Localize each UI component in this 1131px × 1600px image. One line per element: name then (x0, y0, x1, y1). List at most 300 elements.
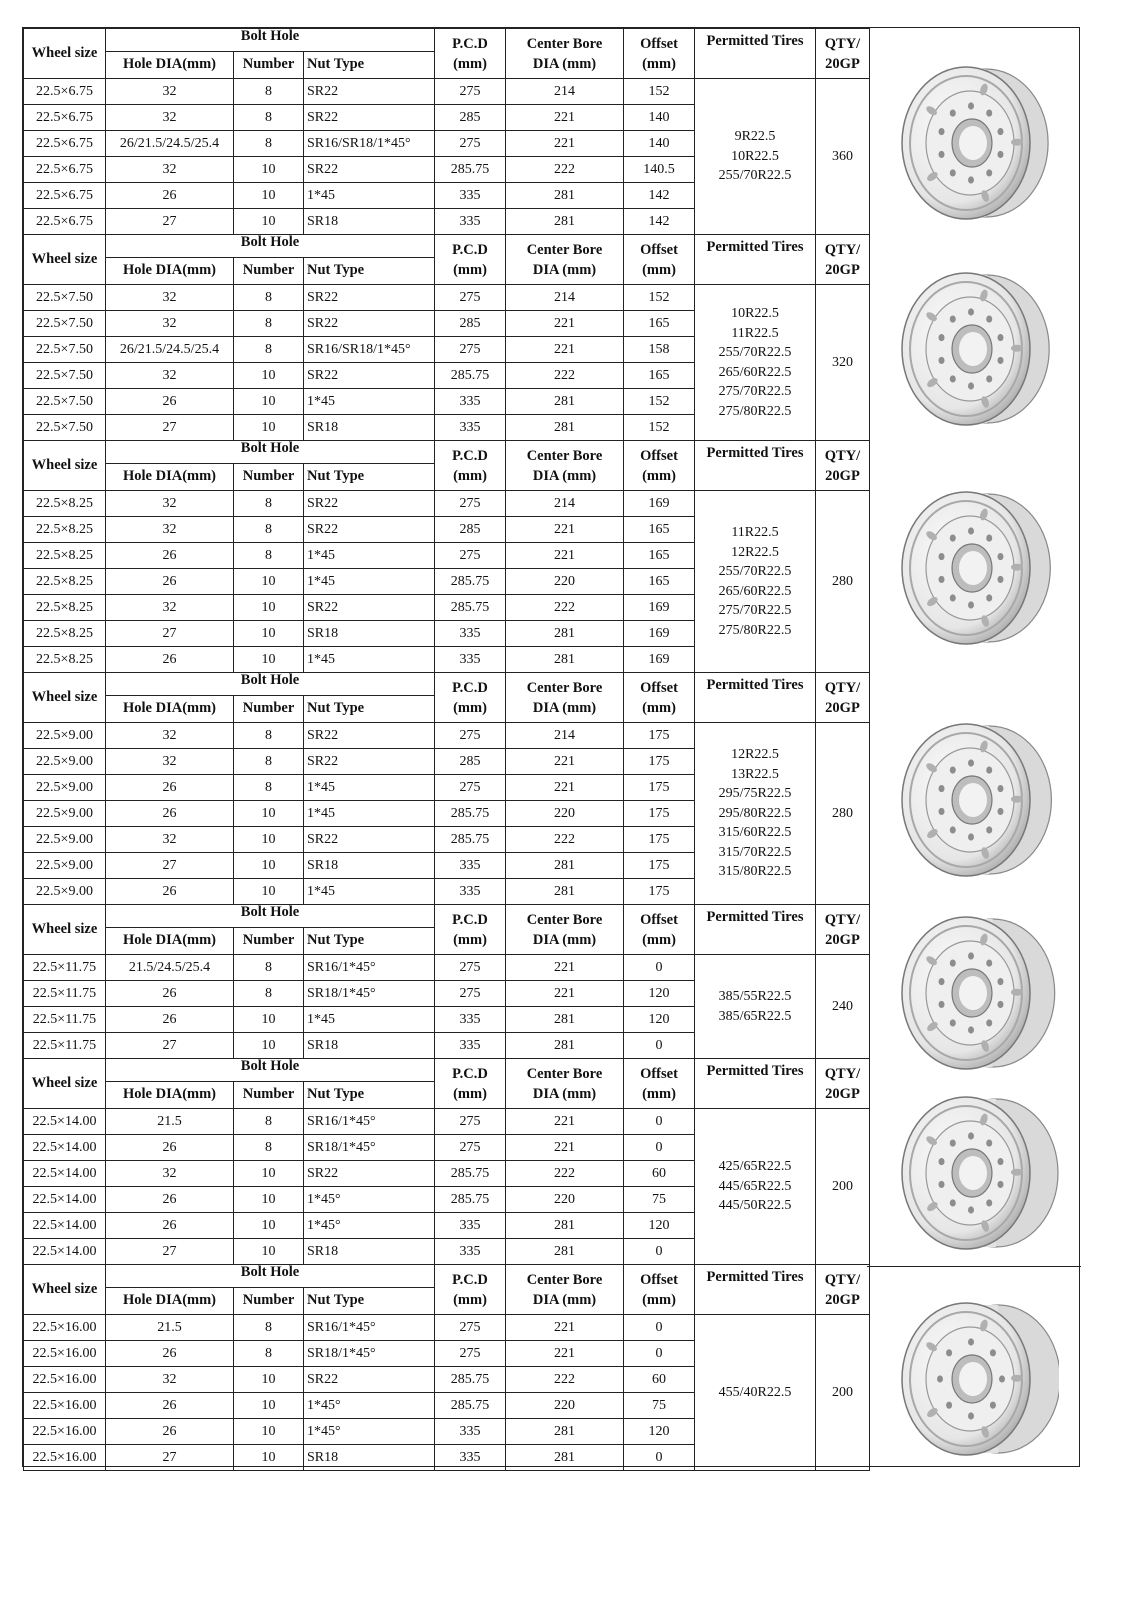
bolt-number-cell: 10 (234, 209, 304, 235)
pcd-cell: 335 (435, 1419, 506, 1445)
tire-size: 275/70R22.5 (718, 603, 792, 618)
hole-dia-header: Hole DIA(mm) (106, 464, 234, 491)
pcd-cell: 335 (435, 1033, 506, 1059)
number-header: Number (234, 52, 304, 79)
hole-dia-cell: 32 (106, 285, 234, 311)
qty-header: QTY/ 20GP (816, 1059, 870, 1109)
pcd-cell: 285.75 (435, 363, 506, 389)
nut-type-cell: SR22 (304, 595, 435, 621)
bolt-hole-header: Bolt Hole (106, 441, 435, 464)
wheel-size-cell: 22.5×8.25 (24, 569, 106, 595)
nut-type-cell: 1*45 (304, 183, 435, 209)
wheel-size-cell: 22.5×9.00 (24, 879, 106, 905)
number-header: Number (234, 696, 304, 723)
hole-dia-cell: 32 (106, 1161, 234, 1187)
nut-type-cell: 1*45 (304, 647, 435, 673)
header-row (24, 1059, 870, 1082)
qty-cell: 360 (816, 79, 870, 235)
nut-type-cell: 1*45 (304, 775, 435, 801)
hole-dia-cell: 21.5 (106, 1109, 234, 1135)
center-bore-cell: 221 (506, 131, 624, 157)
steel-wheel-rim-icon (889, 264, 1059, 434)
pcd-cell: 275 (435, 723, 506, 749)
center-bore-cell: 220 (506, 801, 624, 827)
pcd-header: P.C.D (mm) (435, 235, 506, 285)
wheel-size-cell: 22.5×14.00 (24, 1161, 106, 1187)
qty-header: QTY/ 20GP (816, 235, 870, 285)
hole-dia-cell: 32 (106, 157, 234, 183)
center-bore-cell: 214 (506, 285, 624, 311)
bolt-number-cell: 10 (234, 363, 304, 389)
center-bore-cell: 220 (506, 1187, 624, 1213)
wheel-size-cell: 22.5×14.00 (24, 1109, 106, 1135)
hole-dia-cell: 27 (106, 853, 234, 879)
bolt-hole-header: Bolt Hole (106, 673, 435, 696)
permitted-tires-cell (695, 1109, 816, 1265)
hole-dia-header: Hole DIA(mm) (106, 52, 234, 79)
wheel-photo-column (869, 28, 1079, 1466)
nut-type-cell: 1*45 (304, 543, 435, 569)
pcd-cell: 275 (435, 1109, 506, 1135)
number-header: Number (234, 1288, 304, 1315)
wheel-size-header: Wheel size (24, 1059, 106, 1109)
nut-type-cell: SR22 (304, 363, 435, 389)
nut-type-cell: SR22 (304, 827, 435, 853)
hole-dia-cell: 32 (106, 1367, 234, 1393)
offset-cell: 120 (624, 1419, 695, 1445)
permitted-tires-header: Permitted Tires (695, 441, 816, 491)
bolt-number-cell: 10 (234, 1419, 304, 1445)
center-bore-cell: 281 (506, 647, 624, 673)
wheel-size-cell: 22.5×6.75 (24, 105, 106, 131)
offset-cell: 175 (624, 801, 695, 827)
offset-cell: 165 (624, 363, 695, 389)
hole-dia-cell: 32 (106, 363, 234, 389)
nut-type-cell: SR22 (304, 1367, 435, 1393)
tire-size: 295/75R22.5 (718, 786, 792, 802)
wheel-size-cell: 22.5×11.75 (24, 1007, 106, 1033)
offset-cell: 169 (624, 595, 695, 621)
hole-dia-cell: 26 (106, 1187, 234, 1213)
bolt-number-cell: 10 (234, 1239, 304, 1265)
tire-size: 275/70R22.5 (718, 384, 792, 399)
offset-cell: 175 (624, 827, 695, 853)
hole-dia-cell: 26 (106, 775, 234, 801)
wheel-size-cell: 22.5×7.50 (24, 337, 106, 363)
tire-size: 315/80R22.5 (718, 864, 792, 880)
bolt-number-cell: 10 (234, 1033, 304, 1059)
permitted-tires-header: Permitted Tires (695, 673, 816, 723)
offset-cell: 175 (624, 775, 695, 801)
nut-type-cell: 1*45° (304, 1187, 435, 1213)
offset-header: Offset (mm) (624, 673, 695, 723)
center-bore-header: Center Bore DIA (mm) (506, 1059, 624, 1109)
nut-type-cell: SR18/1*45° (304, 1135, 435, 1161)
tire-size: 265/60R22.5 (718, 583, 792, 599)
bolt-number-cell: 8 (234, 337, 304, 363)
hole-dia-cell: 26 (106, 1135, 234, 1161)
bolt-hole-header: Bolt Hole (106, 235, 435, 258)
pcd-cell: 335 (435, 647, 506, 673)
center-bore-cell: 221 (506, 1341, 624, 1367)
nut-type-cell: SR16/1*45° (304, 1315, 435, 1341)
wheel-spec-table (23, 28, 870, 1471)
hole-dia-cell: 32 (106, 749, 234, 775)
pcd-cell: 285.75 (435, 1161, 506, 1187)
hole-dia-cell: 26 (106, 879, 234, 905)
pcd-cell: 275 (435, 543, 506, 569)
center-bore-cell: 281 (506, 1445, 624, 1471)
bolt-number-cell: 8 (234, 723, 304, 749)
hole-dia-cell: 27 (106, 209, 234, 235)
bolt-number-cell: 8 (234, 981, 304, 1007)
tire-size: 11R22.5 (731, 525, 779, 540)
hole-dia-cell: 32 (106, 827, 234, 853)
tire-size: 11R22.5 (731, 325, 779, 341)
pcd-cell: 335 (435, 1213, 506, 1239)
center-bore-cell: 221 (506, 337, 624, 363)
center-bore-cell: 281 (506, 1007, 624, 1033)
center-bore-cell: 222 (506, 363, 624, 389)
center-bore-cell: 222 (506, 1367, 624, 1393)
bolt-number-cell: 10 (234, 1161, 304, 1187)
pcd-cell: 275 (435, 775, 506, 801)
hole-dia-cell: 32 (106, 79, 234, 105)
pcd-cell: 335 (435, 1007, 506, 1033)
wheel-size-header: Wheel size (24, 1265, 106, 1315)
tire-size: 12R22.5 (731, 544, 779, 560)
bolt-number-cell: 10 (234, 389, 304, 415)
qty-cell: 280 (816, 723, 870, 905)
nut-type-header: Nut Type (304, 928, 435, 955)
qty-cell: 240 (816, 955, 870, 1059)
nut-type-cell: SR22 (304, 517, 435, 543)
tire-size: 315/70R22.5 (718, 844, 792, 860)
hole-dia-cell: 26 (106, 1393, 234, 1419)
pcd-cell: 285.75 (435, 595, 506, 621)
nut-type-cell: SR18 (304, 1239, 435, 1265)
hole-dia-cell: 27 (106, 1239, 234, 1265)
center-bore-cell: 281 (506, 1239, 624, 1265)
tire-size: 10R22.5 (731, 148, 779, 164)
bolt-number-cell: 10 (234, 569, 304, 595)
bolt-number-cell: 10 (234, 1213, 304, 1239)
pcd-cell: 285 (435, 749, 506, 775)
offset-cell: 0 (624, 1239, 695, 1265)
number-header: Number (234, 1082, 304, 1109)
bolt-number-cell: 10 (234, 595, 304, 621)
center-bore-cell: 281 (506, 183, 624, 209)
hole-dia-cell: 27 (106, 1445, 234, 1471)
hole-dia-cell: 26 (106, 389, 234, 415)
center-bore-cell: 214 (506, 79, 624, 105)
offset-cell: 0 (624, 1109, 695, 1135)
nut-type-cell: 1*45° (304, 1393, 435, 1419)
number-header: Number (234, 928, 304, 955)
bolt-number-cell: 8 (234, 1315, 304, 1341)
wheel-size-cell: 22.5×16.00 (24, 1315, 106, 1341)
offset-cell: 120 (624, 1213, 695, 1239)
center-bore-cell: 221 (506, 1109, 624, 1135)
pcd-cell: 285.75 (435, 1187, 506, 1213)
pcd-header: P.C.D (mm) (435, 1059, 506, 1109)
offset-cell: 140 (624, 131, 695, 157)
offset-cell: 152 (624, 415, 695, 441)
pcd-cell: 335 (435, 1445, 506, 1471)
tire-size: 385/55R22.5 (718, 989, 792, 1004)
tire-size: 385/65R22.5 (718, 1008, 792, 1024)
nut-type-header: Nut Type (304, 464, 435, 491)
bolt-number-cell: 8 (234, 749, 304, 775)
bolt-number-cell: 10 (234, 647, 304, 673)
hole-dia-cell: 21.5 (106, 1315, 234, 1341)
qty-cell: 200 (816, 1315, 870, 1471)
pcd-cell: 275 (435, 981, 506, 1007)
wheel-size-cell: 22.5×9.00 (24, 853, 106, 879)
wheel-size-cell: 22.5×9.00 (24, 749, 106, 775)
header-row (24, 905, 870, 928)
offset-cell: 175 (624, 749, 695, 775)
pcd-header: P.C.D (mm) (435, 1265, 506, 1315)
center-bore-cell: 222 (506, 1161, 624, 1187)
hole-dia-cell: 26 (106, 183, 234, 209)
offset-cell: 169 (624, 647, 695, 673)
offset-cell: 175 (624, 853, 695, 879)
bolt-number-cell: 10 (234, 1367, 304, 1393)
center-bore-cell: 221 (506, 105, 624, 131)
nut-type-cell: SR18 (304, 209, 435, 235)
hole-dia-header: Hole DIA(mm) (106, 696, 234, 723)
pcd-cell: 285.75 (435, 801, 506, 827)
nut-type-cell: SR18 (304, 415, 435, 441)
center-bore-cell: 281 (506, 389, 624, 415)
offset-cell: 75 (624, 1393, 695, 1419)
pcd-cell: 275 (435, 1341, 506, 1367)
offset-cell: 75 (624, 1187, 695, 1213)
permitted-tires-cell (695, 955, 816, 1059)
steel-wheel-rim-icon (889, 715, 1059, 885)
pcd-header: P.C.D (mm) (435, 905, 506, 955)
wheel-size-cell: 22.5×6.75 (24, 79, 106, 105)
wheel-size-cell: 22.5×16.00 (24, 1367, 106, 1393)
pcd-header: P.C.D (mm) (435, 29, 506, 79)
wheel-size-cell: 22.5×9.00 (24, 827, 106, 853)
wheel-size-cell: 22.5×14.00 (24, 1239, 106, 1265)
pcd-cell: 335 (435, 209, 506, 235)
center-bore-cell: 281 (506, 879, 624, 905)
photo-divider (867, 1266, 1081, 1267)
number-header: Number (234, 258, 304, 285)
qty-header: QTY/ 20GP (816, 905, 870, 955)
center-bore-cell: 221 (506, 775, 624, 801)
center-bore-header: Center Bore DIA (mm) (506, 235, 624, 285)
center-bore-cell: 222 (506, 595, 624, 621)
permitted-tires-header: Permitted Tires (695, 1265, 816, 1315)
header-row (24, 441, 870, 464)
bolt-number-cell: 10 (234, 1187, 304, 1213)
table-row (24, 491, 870, 517)
offset-cell: 140.5 (624, 157, 695, 183)
hole-dia-cell: 26 (106, 981, 234, 1007)
pcd-cell: 275 (435, 79, 506, 105)
bolt-number-cell: 10 (234, 415, 304, 441)
permitted-tires-cell (695, 491, 816, 673)
center-bore-cell: 222 (506, 827, 624, 853)
offset-header: Offset (mm) (624, 1265, 695, 1315)
pcd-cell: 275 (435, 491, 506, 517)
tire-size: 9R22.5 (734, 129, 776, 145)
hole-dia-header: Hole DIA(mm) (106, 1288, 234, 1315)
wheel-size-cell: 22.5×8.25 (24, 595, 106, 621)
center-bore-cell: 281 (506, 415, 624, 441)
offset-cell: 60 (624, 1367, 695, 1393)
bolt-number-cell: 8 (234, 1135, 304, 1161)
steel-wheel-rim-icon (889, 1294, 1059, 1464)
center-bore-header: Center Bore DIA (mm) (506, 1265, 624, 1315)
center-bore-cell: 221 (506, 311, 624, 337)
qty-header: QTY/ 20GP (816, 29, 870, 79)
tire-size: 255/70R22.5 (718, 168, 792, 184)
wheel-size-cell: 22.5×7.50 (24, 415, 106, 441)
wheel-size-cell: 22.5×6.75 (24, 131, 106, 157)
hole-dia-cell: 21.5/24.5/25.4 (106, 955, 234, 981)
table-row (24, 79, 870, 105)
offset-cell: 0 (624, 1341, 695, 1367)
bolt-number-cell: 8 (234, 1341, 304, 1367)
center-bore-header: Center Bore DIA (mm) (506, 905, 624, 955)
hole-dia-cell: 32 (106, 491, 234, 517)
wheel-size-cell: 22.5×6.75 (24, 183, 106, 209)
hole-dia-cell: 32 (106, 311, 234, 337)
offset-cell: 152 (624, 389, 695, 415)
header-row (24, 673, 870, 696)
pcd-cell: 275 (435, 955, 506, 981)
wheel-size-cell: 22.5×8.25 (24, 543, 106, 569)
hole-dia-cell: 26 (106, 543, 234, 569)
hole-dia-cell: 26/21.5/24.5/25.4 (106, 131, 234, 157)
table-row (24, 285, 870, 311)
qty-header: QTY/ 20GP (816, 1265, 870, 1315)
hole-dia-cell: 32 (106, 517, 234, 543)
tire-size: 12R22.5 (731, 747, 779, 763)
permitted-tires-header: Permitted Tires (695, 235, 816, 285)
offset-cell: 152 (624, 285, 695, 311)
wheel-size-header: Wheel size (24, 673, 106, 723)
wheel-size-cell: 22.5×16.00 (24, 1445, 106, 1471)
offset-header: Offset (mm) (624, 905, 695, 955)
hole-dia-cell: 32 (106, 105, 234, 131)
header-row (24, 1265, 870, 1288)
qty-cell: 320 (816, 285, 870, 441)
tire-size: 295/80R22.5 (718, 805, 792, 821)
nut-type-header: Nut Type (304, 52, 435, 79)
nut-type-cell: SR22 (304, 285, 435, 311)
nut-type-header: Nut Type (304, 696, 435, 723)
tire-size: 265/60R22.5 (718, 364, 792, 380)
pcd-cell: 275 (435, 1315, 506, 1341)
pcd-cell: 285.75 (435, 157, 506, 183)
qty-header: QTY/ 20GP (816, 441, 870, 491)
center-bore-cell: 221 (506, 981, 624, 1007)
wheel-size-header: Wheel size (24, 441, 106, 491)
wheel-size-cell: 22.5×11.75 (24, 955, 106, 981)
permitted-tires-cell (695, 285, 816, 441)
center-bore-cell: 281 (506, 1033, 624, 1059)
bolt-number-cell: 10 (234, 801, 304, 827)
permitted-tires-cell (695, 1315, 816, 1471)
center-bore-cell: 221 (506, 749, 624, 775)
number-header: Number (234, 464, 304, 491)
hole-dia-cell: 27 (106, 621, 234, 647)
nut-type-cell: SR18/1*45° (304, 981, 435, 1007)
nut-type-cell: 1*45 (304, 569, 435, 595)
bolt-number-cell: 10 (234, 879, 304, 905)
qty-cell: 200 (816, 1109, 870, 1265)
nut-type-cell: SR16/SR18/1*45° (304, 337, 435, 363)
nut-type-cell: SR18 (304, 853, 435, 879)
pcd-cell: 275 (435, 1135, 506, 1161)
permitted-tires-cell (695, 723, 816, 905)
tire-size: 425/65R22.5 (718, 1159, 792, 1175)
wheel-size-cell: 22.5×9.00 (24, 775, 106, 801)
nut-type-cell: SR18 (304, 621, 435, 647)
nut-type-cell: SR18/1*45° (304, 1341, 435, 1367)
pcd-cell: 335 (435, 1239, 506, 1265)
pcd-cell: 285.75 (435, 1393, 506, 1419)
offset-cell: 142 (624, 183, 695, 209)
wheel-size-cell: 22.5×9.00 (24, 801, 106, 827)
permitted-tires-header: Permitted Tires (695, 29, 816, 79)
hole-dia-header: Hole DIA(mm) (106, 258, 234, 285)
bolt-number-cell: 10 (234, 853, 304, 879)
wheel-size-cell: 22.5×14.00 (24, 1213, 106, 1239)
pcd-cell: 335 (435, 183, 506, 209)
pcd-cell: 275 (435, 285, 506, 311)
bolt-hole-header: Bolt Hole (106, 1059, 435, 1082)
wheel-size-cell: 22.5×7.50 (24, 389, 106, 415)
bolt-number-cell: 10 (234, 621, 304, 647)
nut-type-cell: SR22 (304, 491, 435, 517)
nut-type-cell: SR22 (304, 79, 435, 105)
bolt-number-cell: 10 (234, 827, 304, 853)
wheel-size-cell: 22.5×7.50 (24, 363, 106, 389)
bolt-hole-header: Bolt Hole (106, 1265, 435, 1288)
table-row (24, 723, 870, 749)
tire-size: 315/60R22.5 (718, 825, 792, 841)
bolt-number-cell: 8 (234, 775, 304, 801)
nut-type-cell: 1*45° (304, 1213, 435, 1239)
center-bore-cell: 281 (506, 853, 624, 879)
nut-type-cell: SR22 (304, 749, 435, 775)
wheel-size-cell: 22.5×7.50 (24, 311, 106, 337)
permitted-tires-cell (695, 79, 816, 235)
header-row (24, 29, 870, 52)
nut-type-cell: SR16/1*45° (304, 1109, 435, 1135)
wheel-size-cell: 22.5×11.75 (24, 1033, 106, 1059)
wheel-size-header: Wheel size (24, 29, 106, 79)
pcd-header: P.C.D (mm) (435, 673, 506, 723)
center-bore-cell: 221 (506, 543, 624, 569)
offset-cell: 175 (624, 879, 695, 905)
bolt-number-cell: 10 (234, 1007, 304, 1033)
nut-type-cell: SR18 (304, 1445, 435, 1471)
steel-wheel-rim-icon (889, 483, 1059, 653)
qty-cell: 280 (816, 491, 870, 673)
hole-dia-cell: 26 (106, 1341, 234, 1367)
wheel-size-cell: 22.5×6.75 (24, 157, 106, 183)
offset-cell: 140 (624, 105, 695, 131)
nut-type-cell: SR22 (304, 1161, 435, 1187)
